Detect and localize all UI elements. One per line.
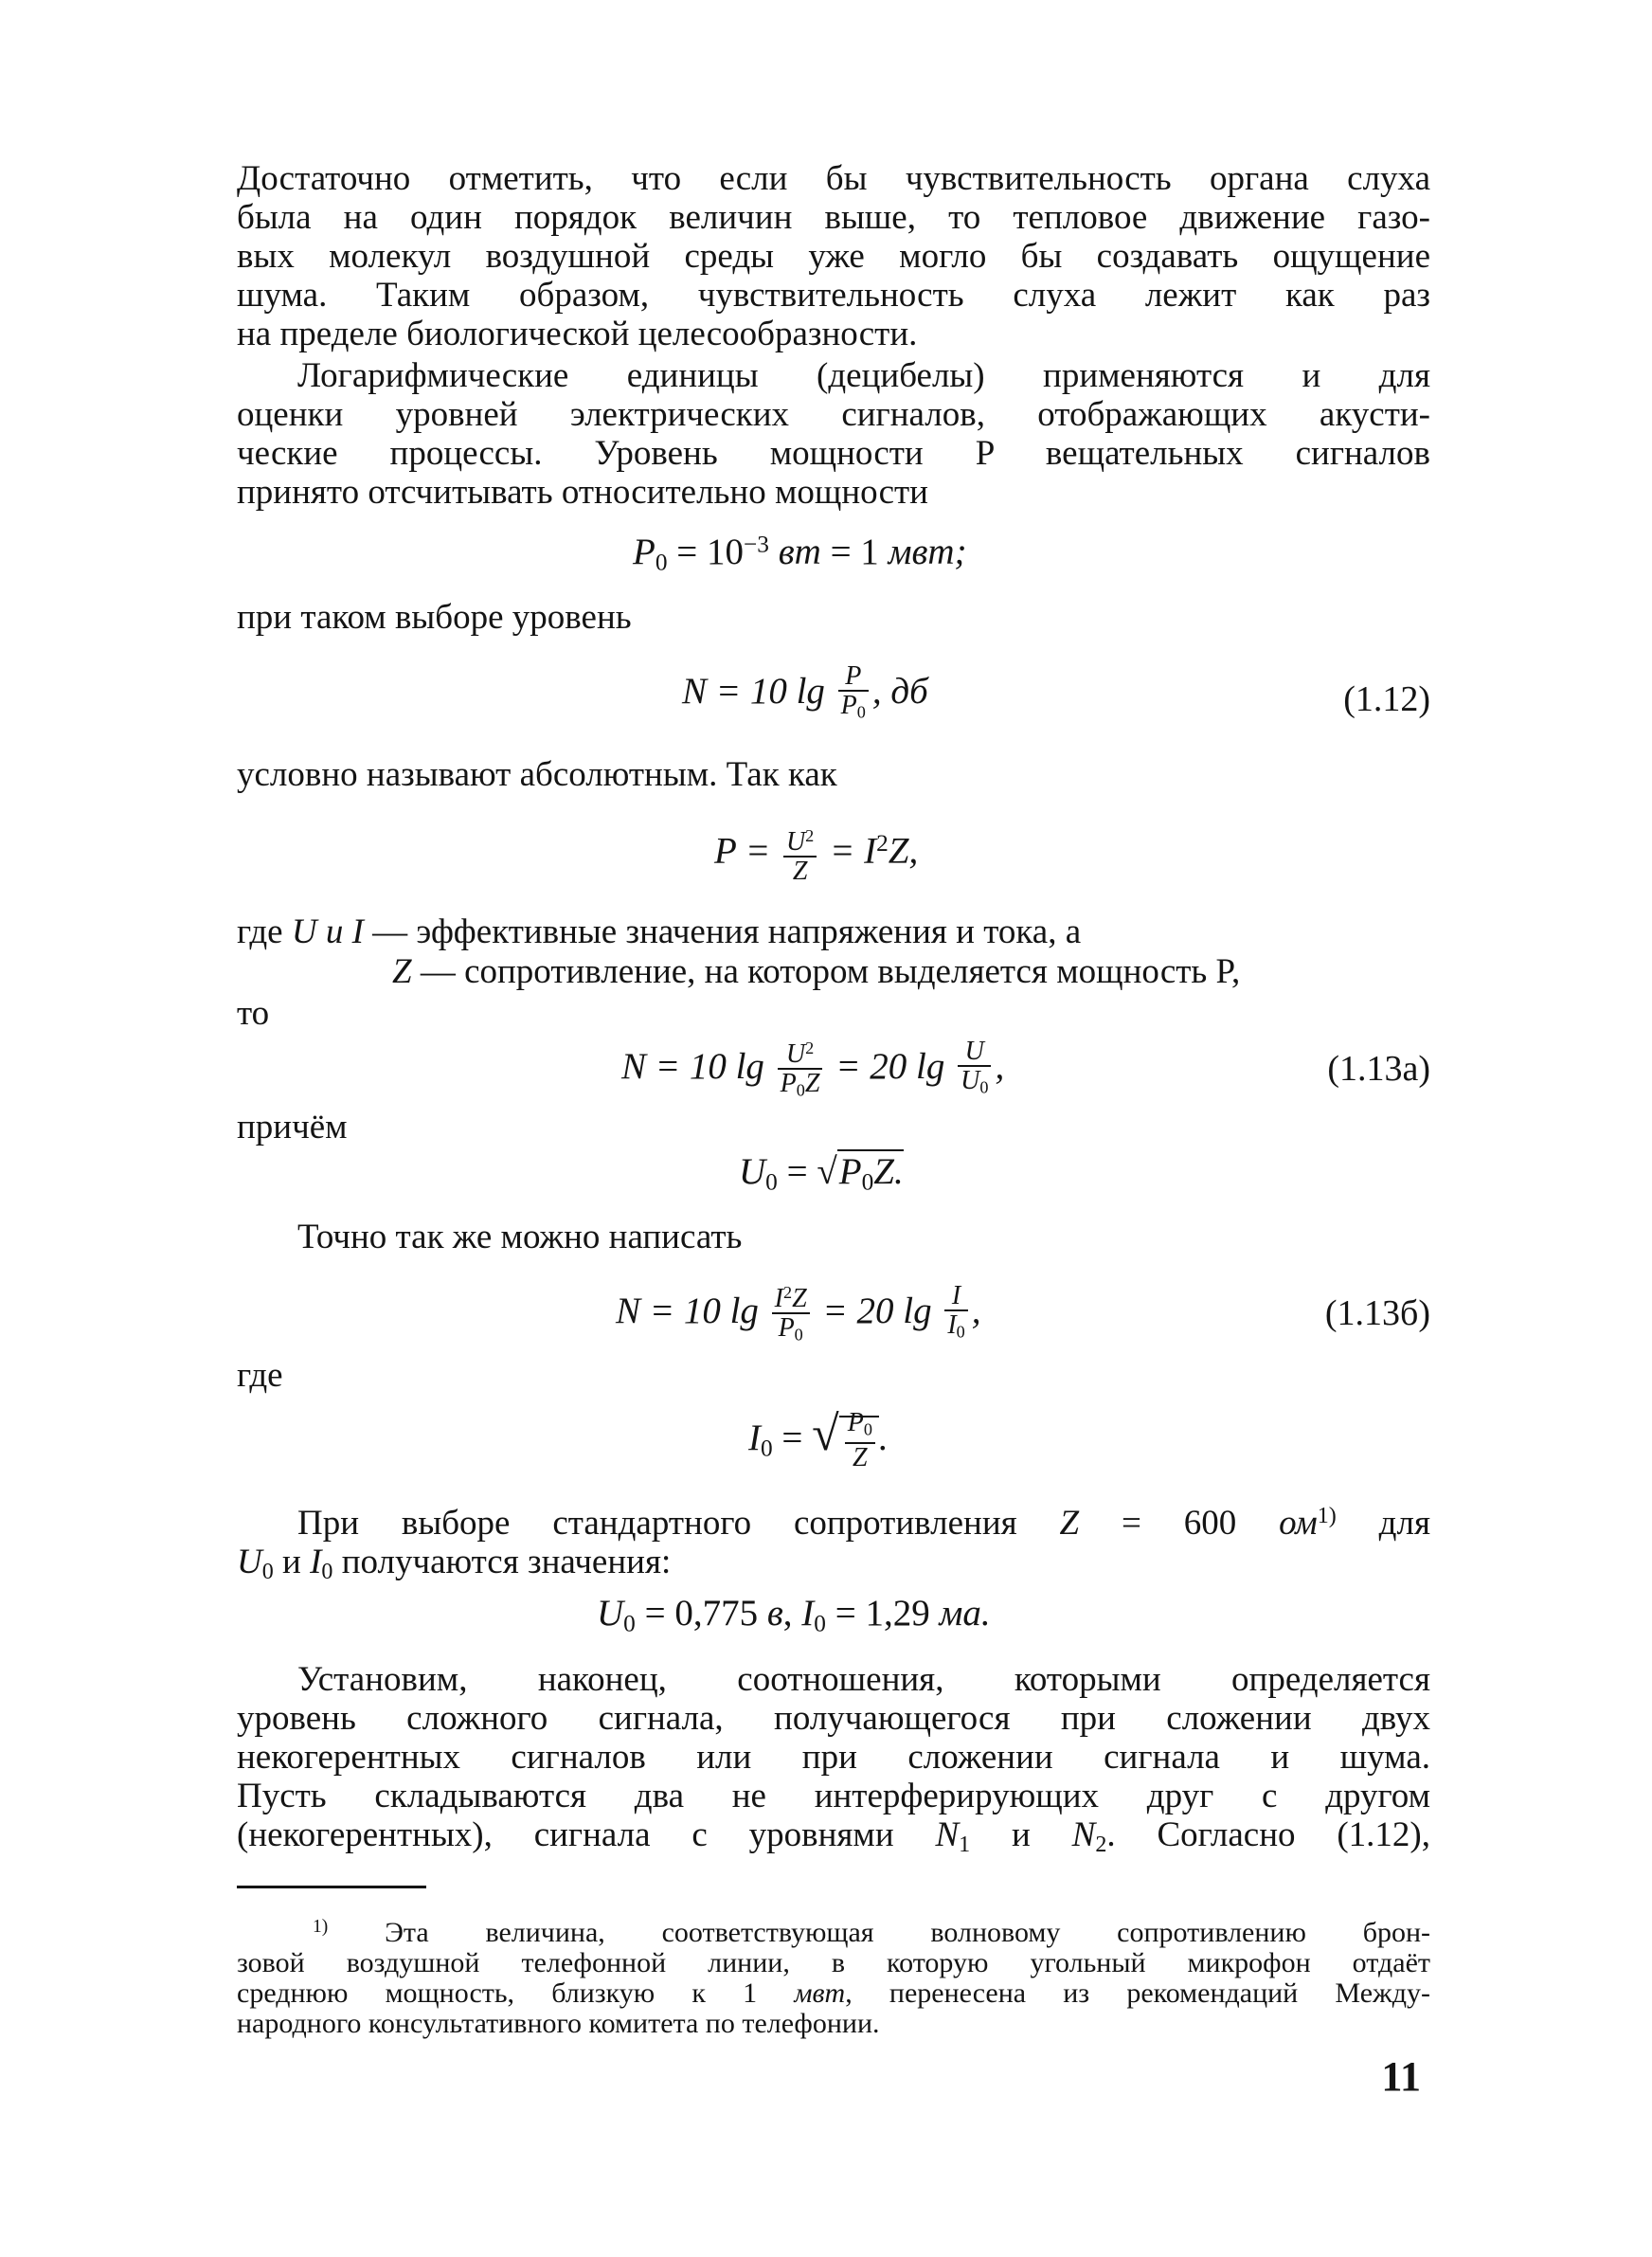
text-part: для bbox=[1336, 1504, 1430, 1544]
fraction bbox=[958, 1038, 991, 1102]
unit: мвт bbox=[794, 1977, 846, 2009]
text-part: получаются значения: bbox=[332, 1543, 672, 1582]
denominator bbox=[778, 1070, 823, 1105]
eq-value: = 0,775 bbox=[635, 1593, 767, 1634]
variable: N bbox=[935, 1815, 960, 1854]
eq-text: = 1 bbox=[830, 532, 879, 572]
text-line bbox=[237, 1978, 1430, 2009]
eq-symbol: U bbox=[785, 1039, 806, 1070]
text-line: шума. Таким образом, чувствительность слуха лежит как раз bbox=[237, 276, 1430, 315]
text-line bbox=[237, 1497, 1430, 1543]
denominator bbox=[838, 692, 869, 727]
eq-text: = 20 lg bbox=[822, 1290, 932, 1331]
denominator: Z bbox=[792, 857, 808, 887]
denominator bbox=[772, 1314, 810, 1349]
text-line bbox=[237, 1912, 1430, 1948]
eq-unit: вт bbox=[778, 532, 821, 572]
eq-subscript: 2 bbox=[1095, 1833, 1107, 1857]
eq-subscript: 0 bbox=[861, 1168, 874, 1196]
denominator bbox=[944, 1311, 967, 1346]
text-line: зовой воздушной телефонной линии, в которую угольный микрофон отдаёт bbox=[237, 1946, 1430, 1978]
paragraph-1 bbox=[237, 159, 1430, 353]
text-line: на пределе биологической целесообразности. bbox=[237, 315, 918, 353]
equation-i0 bbox=[748, 1406, 889, 1472]
eq-text: , bbox=[971, 1290, 981, 1331]
eq-subscript: 0 bbox=[796, 1080, 805, 1100]
eq-subscript: 0 bbox=[863, 1419, 872, 1439]
fraction bbox=[772, 1279, 810, 1349]
eq-symbol: P bbox=[633, 532, 655, 572]
numerator: I bbox=[944, 1283, 967, 1311]
text-part: Эта величина, соответствующая волновому сопротивлению брон- bbox=[385, 1916, 1431, 1948]
equation-values bbox=[597, 1592, 991, 1637]
equation-power bbox=[714, 822, 918, 886]
eq-text: , bbox=[782, 1593, 802, 1634]
paragraph-4 bbox=[237, 1660, 1430, 1865]
variable: N bbox=[1071, 1815, 1096, 1854]
numerator bbox=[845, 1407, 875, 1445]
sqrt-sign: √ bbox=[812, 1407, 839, 1461]
eq-text: P = bbox=[714, 830, 771, 872]
eq-symbol: P bbox=[838, 1151, 862, 1192]
definition-text: — сопротивление, на котором выделяется мощность P, bbox=[420, 952, 1241, 991]
eq-exponent: −3 bbox=[744, 531, 769, 558]
eq-symbol: U bbox=[597, 1593, 624, 1634]
text-line: Логарифмические единицы (децибелы) применяются и для bbox=[297, 356, 1430, 395]
text-line: Достаточно отметить, что если бы чувствительность органа слуха bbox=[237, 159, 1430, 198]
eq-symbol: P bbox=[778, 1313, 795, 1344]
eq-text: N = 10 lg bbox=[621, 1045, 764, 1087]
footnote-rule bbox=[237, 1886, 426, 1888]
text-line: вых молекул воздушной среды уже могло бы создавать ощущение bbox=[237, 237, 1430, 276]
text-line: Установим, наконец, соотношения, которыми определяется bbox=[297, 1660, 1430, 1699]
eq-subscript: 1 bbox=[959, 1833, 971, 1857]
eq-exponent: 2 bbox=[805, 1038, 815, 1057]
fraction bbox=[838, 663, 869, 727]
eq-exponent: 2 bbox=[805, 826, 815, 845]
eq-symbol: I bbox=[774, 1284, 783, 1314]
numerator: P bbox=[838, 663, 869, 692]
text-part: среднюю мощность, близкую к 1 bbox=[237, 1977, 795, 2009]
eq-subscript: 0 bbox=[794, 1325, 803, 1345]
eq-symbol: I bbox=[947, 1309, 957, 1340]
footnote-mark: 1) bbox=[313, 1917, 329, 1937]
unit: ом bbox=[1279, 1504, 1318, 1544]
eq-text: N = 10 lg bbox=[682, 671, 825, 713]
numerator bbox=[783, 822, 817, 858]
text-line: народного консультативного комитета по телефонии. bbox=[237, 2007, 880, 2039]
text-part: . Согласно (1.12), bbox=[1106, 1815, 1430, 1854]
numerator bbox=[778, 1035, 823, 1070]
eq-symbol: P bbox=[840, 691, 857, 720]
text-line: была на один порядок величин выше, то тепловое движение газо- bbox=[237, 198, 1430, 237]
eq-symbol: U bbox=[785, 827, 806, 858]
text-line: оценки уровней электрических сигналов, отображающих акусти- bbox=[237, 395, 1430, 434]
denominator: Z bbox=[853, 1443, 868, 1473]
text-part: и bbox=[970, 1815, 1072, 1854]
text-line: при таком выборе уровень bbox=[237, 598, 632, 637]
eq-subscript: 0 bbox=[261, 1560, 274, 1585]
eq-text: = I bbox=[830, 830, 877, 872]
eq-exponent: 2 bbox=[876, 829, 889, 857]
numerator: U bbox=[958, 1038, 991, 1067]
eq-symbol: I bbox=[748, 1417, 761, 1458]
page-number: 11 bbox=[1381, 2053, 1421, 2100]
eq-text: Z, bbox=[888, 830, 919, 872]
eq-symbol: U bbox=[961, 1065, 980, 1095]
eq-symbol: Z bbox=[792, 1284, 807, 1314]
fraction bbox=[778, 1035, 823, 1105]
text-word: причём bbox=[237, 1108, 348, 1147]
equation-number: (1.12) bbox=[1343, 679, 1430, 719]
eq-symbol: Z. bbox=[873, 1151, 904, 1192]
text-line: Пусть складываются два не интерферирующих друг с другом bbox=[237, 1777, 1430, 1815]
text-line: принято отсчитывать относительно мощности bbox=[237, 473, 928, 512]
eq-text: = bbox=[781, 1417, 803, 1458]
eq-text: = 10 bbox=[676, 532, 744, 572]
text-line: Точно так же можно написать bbox=[297, 1218, 743, 1256]
eq-text: = bbox=[786, 1151, 808, 1192]
definition-line-1 bbox=[237, 912, 1081, 952]
text-line: некогерентных сигналов или при сложении сигнала и шума. bbox=[237, 1738, 1430, 1777]
eq-text: N = 10 lg bbox=[616, 1290, 759, 1331]
eq-symbol: P bbox=[780, 1069, 797, 1099]
equation-number: (1.13а) bbox=[1327, 1049, 1430, 1089]
radicand bbox=[839, 1407, 879, 1473]
fraction bbox=[845, 1407, 875, 1473]
text-line bbox=[237, 1543, 1430, 1592]
paragraph-3 bbox=[237, 1497, 1430, 1592]
equation-1-13a bbox=[621, 1035, 1004, 1105]
eq-subscript: 0 bbox=[655, 549, 668, 576]
eq-exponent: 2 bbox=[783, 1283, 793, 1302]
text-part: При выборе стандартного сопротивления bbox=[297, 1504, 1060, 1544]
text-word: то bbox=[237, 994, 270, 1033]
text-line: ческие процессы. Уровень мощности P вещательных сигналов bbox=[237, 434, 1430, 473]
equation-1-13b bbox=[616, 1279, 981, 1349]
eq-subscript: 0 bbox=[321, 1560, 333, 1585]
variables: U и I bbox=[291, 912, 364, 951]
variable: Z bbox=[392, 952, 412, 991]
text-part: и bbox=[273, 1543, 311, 1582]
sqrt-sign: √ bbox=[817, 1151, 837, 1192]
text-line: уровень сложного сигнала, получающегося при сложении двух bbox=[237, 1699, 1430, 1738]
text-word: где bbox=[237, 1356, 283, 1395]
variable: U bbox=[237, 1543, 262, 1582]
fraction bbox=[783, 822, 817, 886]
variable: I bbox=[310, 1543, 322, 1582]
eq-unit: ма. bbox=[939, 1593, 991, 1634]
variable: Z bbox=[1059, 1504, 1080, 1544]
denominator bbox=[958, 1067, 991, 1102]
radicand bbox=[837, 1149, 904, 1196]
eq-subscript: 0 bbox=[856, 702, 866, 722]
eq-subscript: 0 bbox=[761, 1435, 773, 1462]
eq-unit: в bbox=[766, 1593, 783, 1634]
eq-value: = 1,29 bbox=[825, 1593, 940, 1634]
footnote-mark: 1) bbox=[1317, 1504, 1337, 1528]
eq-symbol: P bbox=[847, 1407, 864, 1437]
eq-symbol: I bbox=[801, 1593, 815, 1634]
text-part: , перенесена из рекомендаций Между- bbox=[845, 1977, 1431, 2009]
fraction bbox=[944, 1280, 967, 1346]
numerator bbox=[772, 1279, 810, 1314]
equation-p0 bbox=[633, 531, 967, 576]
eq-subscript: 0 bbox=[814, 1610, 826, 1637]
footnote bbox=[237, 1912, 1430, 2039]
text-line bbox=[237, 1815, 1430, 1865]
text-part: = 600 bbox=[1079, 1504, 1280, 1544]
eq-text: . bbox=[878, 1417, 889, 1458]
equation-u0 bbox=[739, 1150, 904, 1196]
eq-unit: , дб bbox=[871, 671, 928, 713]
equation-1-12 bbox=[682, 663, 928, 727]
eq-text: , bbox=[995, 1045, 1005, 1087]
eq-symbol: U bbox=[739, 1151, 766, 1192]
text-part: (некогерентных), сигнала с уровнями bbox=[237, 1815, 936, 1854]
eq-subscript: 0 bbox=[765, 1168, 778, 1196]
eq-subscript: 0 bbox=[956, 1322, 965, 1342]
eq-unit: мвт; bbox=[888, 532, 967, 572]
eq-subscript: 0 bbox=[979, 1077, 989, 1097]
eq-text: = 20 lg bbox=[835, 1045, 945, 1087]
eq-symbol: Z bbox=[804, 1069, 820, 1099]
paragraph-2 bbox=[237, 356, 1430, 512]
text-word: где bbox=[237, 912, 283, 951]
text-line: условно называют абсолютным. Так как bbox=[237, 755, 837, 794]
definition-line-2 bbox=[392, 951, 1240, 992]
equation-number: (1.13б) bbox=[1324, 1293, 1430, 1333]
definition-text: — эффективные значения напряжения и тока, а bbox=[372, 912, 1082, 951]
eq-subscript: 0 bbox=[623, 1610, 636, 1637]
